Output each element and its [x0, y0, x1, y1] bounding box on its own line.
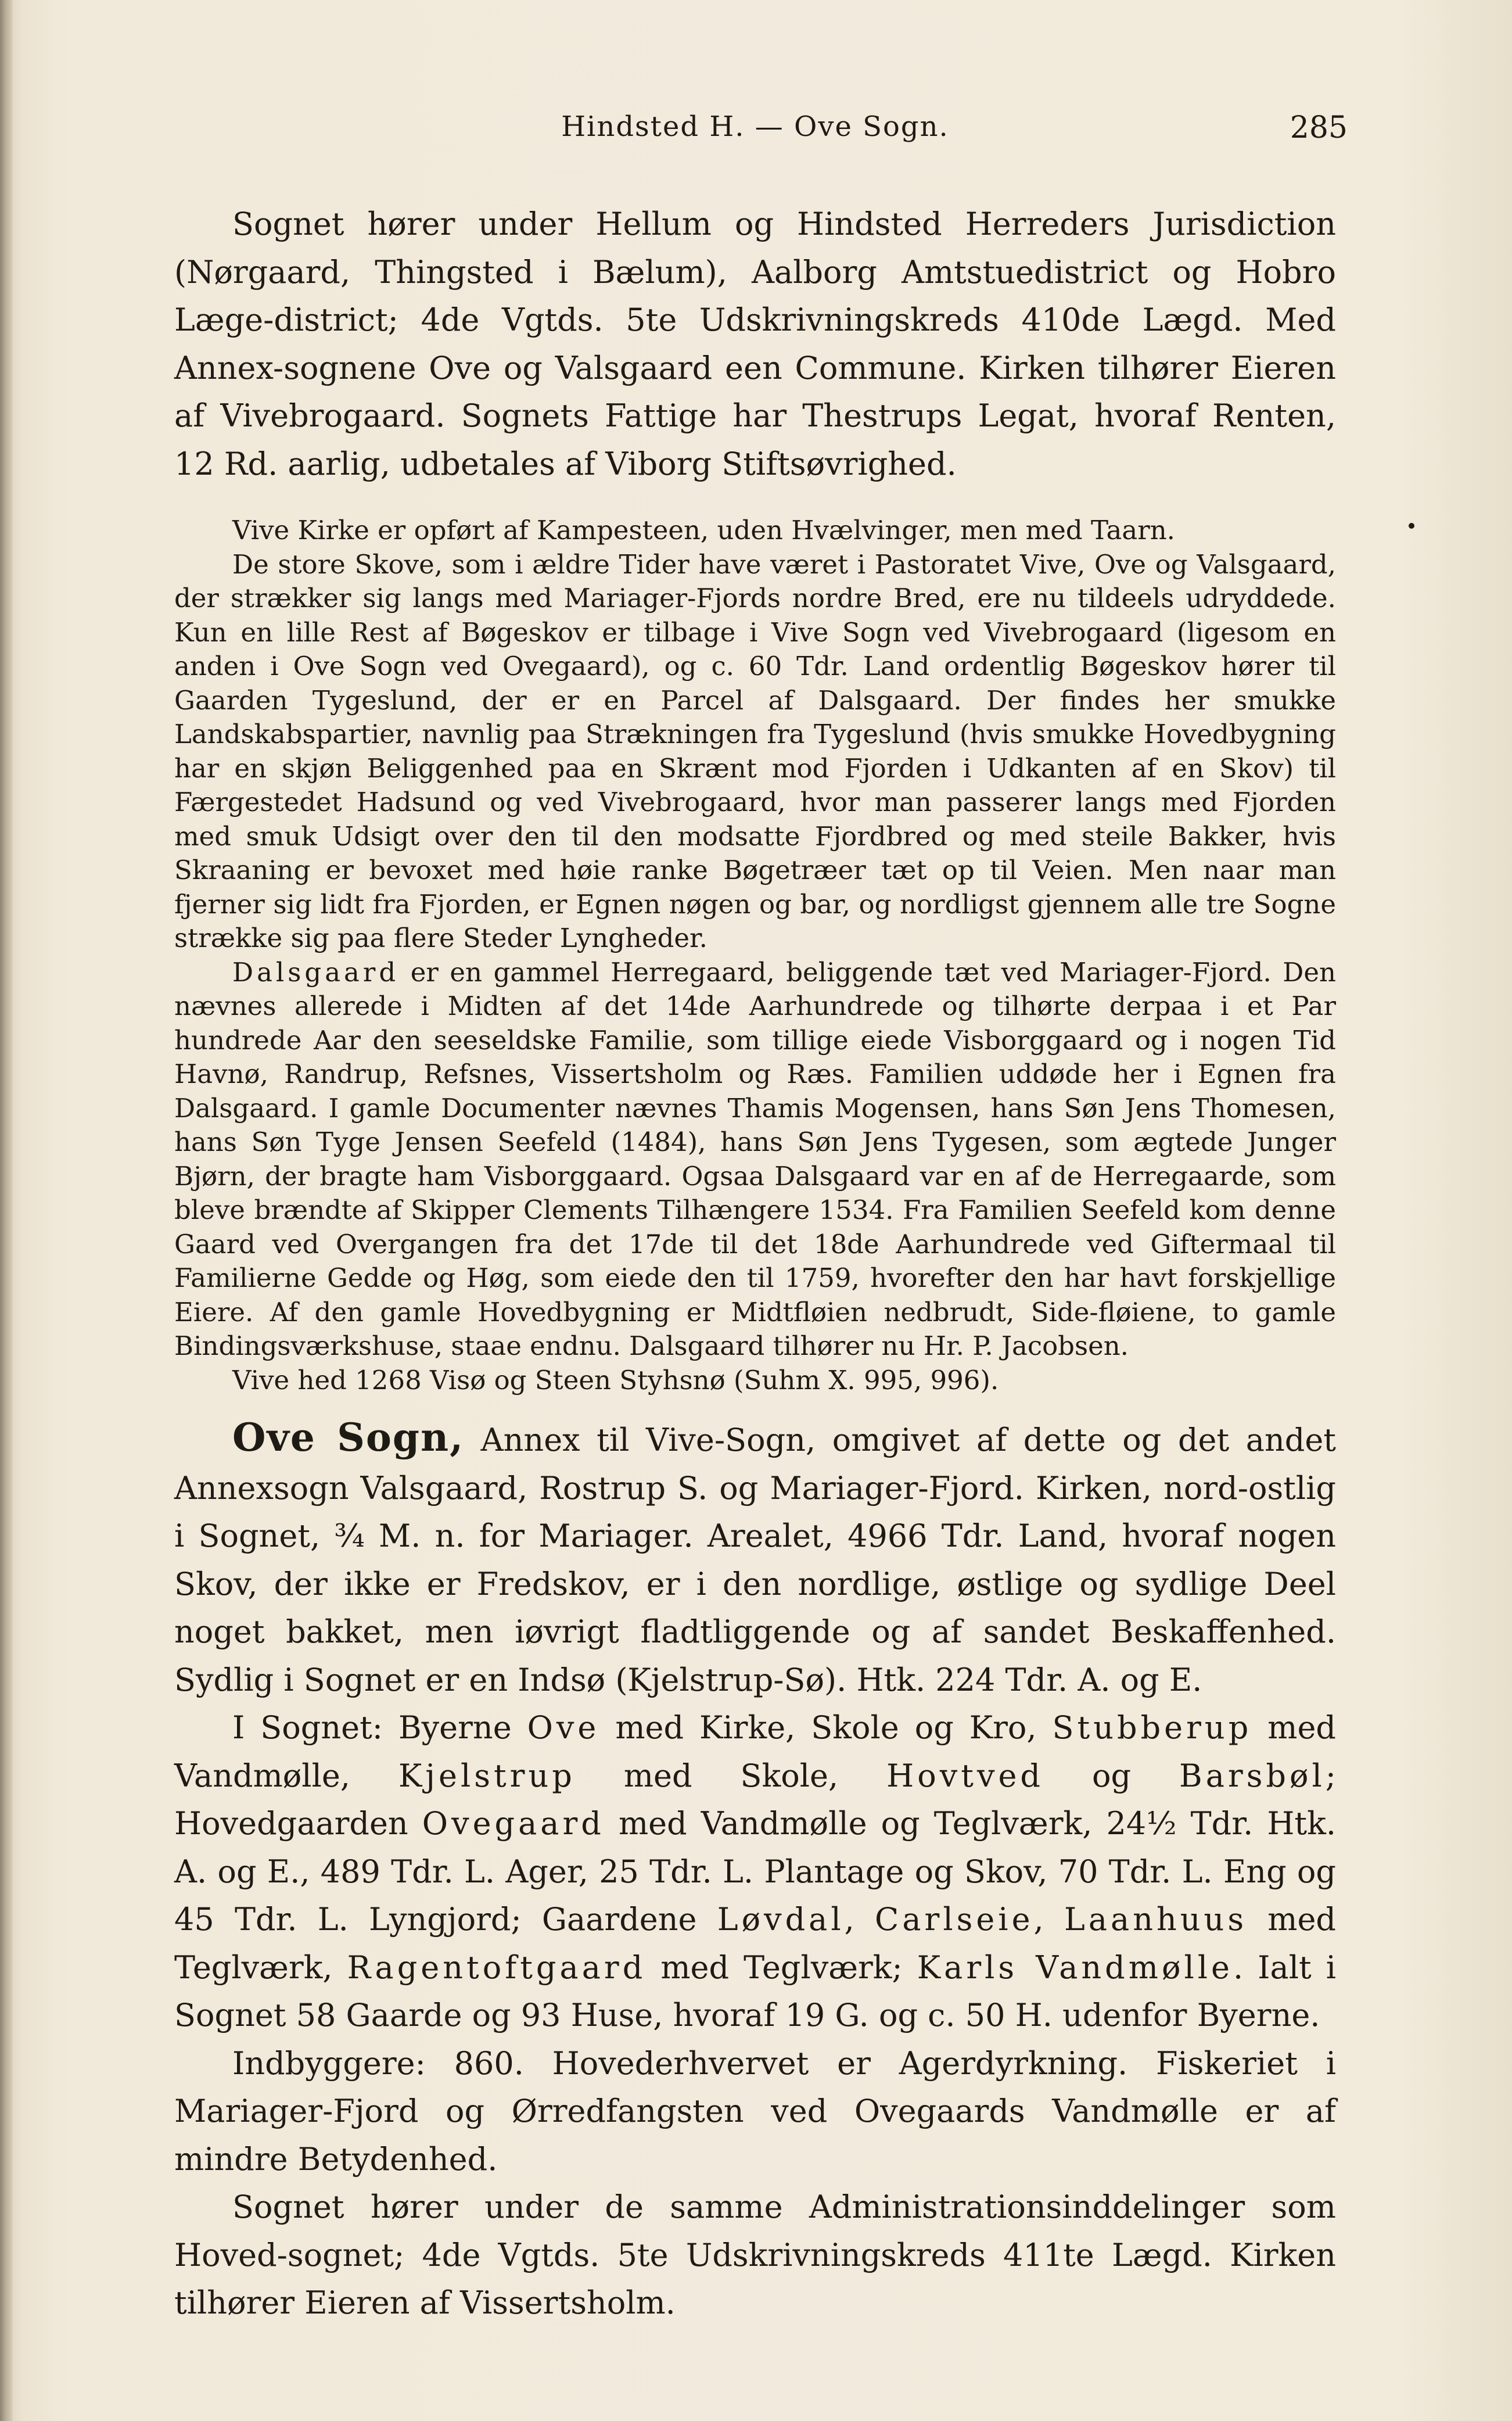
village-kjelstrup: Kjelstrup	[398, 1757, 576, 1794]
villages-text-b: med Kirke, Skole og Kro,	[599, 1709, 1053, 1746]
village-barsbol: Barsbøl	[1179, 1757, 1326, 1794]
paragraph-jurisdiction: Sognet hører under Hellum og Hindsted Herreders Jurisdiction (Nørgaard, Thingsted i Bælum), Aalborg Amtstuedistrict og Hobro Læge-district; 4de Vgtds. 5te Udskrivningskreds 410de Lægd. Med Annex-sognene Ove og Valsgaard een Commune. Kirken tilhører Eieren af Vivebrogaard. Sognets Fattige har Thestrups Legat, hvoraf Renten, 12 Rd. aarlig, udbetales af Viborg Stiftsøvrighed.	[174, 206, 1336, 482]
paragraph-villages	[174, 1704, 1336, 2040]
ink-speck	[1409, 523, 1414, 529]
dalsgaard-heading: Dalsgaard	[232, 956, 400, 988]
page-body	[174, 200, 1336, 2327]
villages-text-g: med Vandmølle og Teglværk, 24½ Tdr. Htk. A. og E., 489 Tdr. L. Ager, 25 Tdr. L. Plantage og Skov, 70 Tdr. L. Eng og 45 Tdr. L. Lyngjord; Gaardene	[174, 1805, 1337, 1938]
ove-sogn-heading: Ove Sogn,	[232, 1415, 465, 1460]
farm-carlseie: Carlseie	[875, 1901, 1034, 1938]
paragraph-vive-name: Vive hed 1268 Visø og Steen Styhsnø (Suhm X. 995, 996).	[232, 1364, 999, 1396]
running-head	[174, 110, 1348, 151]
manor-ovegaard: Ovegaard	[422, 1805, 605, 1842]
running-title: Hindsted H. — Ove Sogn.	[561, 110, 949, 143]
villages-text-f: ; Hovedgaarden	[174, 1757, 1336, 1842]
paragraph-church: Vive Kirke er opført af Kampesteen, uden Hvælvinger, men med Taarn.	[232, 515, 1175, 546]
book-spine-shadow	[0, 0, 13, 2421]
dalsgaard-text: er en gammel Herregaard, beliggende tæt ved Mariager-Fjord. Den nævnes allerede i Midten af det 14de Aarhundrede og tilhørte derpaa i et Par hundrede Aar den seeseldske Familie, som tillige eiede Visborggaard og i nogen Tid Havnø, Randrup, Refsnes, Vissertsholm og Ræs. Familien uddøde her i Egnen fra Dalsgaard. I gamle Documenter nævnes Thamis Mogensen, hans Søn Jens Thomesen, hans Søn Tyge Jensen Seefeld (1484), hans Søn Jens Tygesen, som ægtede Junger Bjørn, der bragte ham Visborggaard. Ogsaa Dalsgaard var en af de Herregaarde, som bleve brændte af Skipper Clements Tilhængere 1534. Fra Familien Seefeld kom denne Gaard ved Overgangen fra det 17de til det 18de Aarhundrede ved Giftermaal til Familierne Gedde og Høg, som eiede den til 1759, hvorefter den har havt forskjellige Eiere. Af den gamle Hovedbygning er Midtfløien nedbrudt, Side-fløiene, to gamle Bindingsværkshuse, staae endnu. Dalsgaard tilhører nu Hr. P. Jacobsen.	[174, 956, 1336, 1361]
village-hovtved: Hovtved	[886, 1757, 1044, 1794]
paragraph-forests: De store Skove, som i ældre Tider have været i Pastoratet Vive, Ove og Valsgaard, der strækker sig langs med Mariager-Fjords nordre Bred, ere nu tildeels udryddede. Kun en lille Rest af Bøgeskov er tilbage i Vive Sogn ved Vivebrogaard (ligesom en anden i Ove Sogn ved Ovegaard), og c. 60 Tdr. Land ordentlig Bøgeskov hører til Gaarden Tygeslund, der er en Parcel af Dalsgaard. Der findes her smukke Landskabspartier, navnlig paa Strækningen fra Tygeslund (hvis smukke Hovedbygning har en skjøn Beliggenhed paa en Skrænt mod Fjorden i Udkanten af en Skov) til Færgestedet Hadsund og ved Vivebrogaard, hvor man passerer langs med Fjorden med smuk Udsigt over den til den modsatte Fjordbred og med steile Bakker, hvis Skraaning er bevoxet med høie ranke Bøgetræer tæt op til Veien. Men naar man fjerner sig lidt fra Fjorden, er Egnen nøgen og bar, og nordligst gjennem alle tre Sogne strække sig paa flere Steder Lyngheder.	[174, 548, 1336, 953]
farm-ragentoftgaard: Ragentoftgaard	[347, 1949, 647, 1986]
farm-laanhuus: Laanhuus	[1064, 1901, 1248, 1938]
villages-text-c: med Vandmølle,	[174, 1709, 1336, 1794]
farm-lovdal: Løvdal	[717, 1901, 845, 1938]
page-number: 285	[1290, 110, 1348, 145]
paragraph-administration: Sognet hører under de samme Administrationsinddelinger som Hoved-sognet; 4de Vgtds. 5te Udskrivningskreds 411te Lægd. Kirken tilhører Eieren af Vissertsholm.	[174, 2189, 1336, 2321]
paragraph-inhabitants: Indbyggere: 860. Hovederhvervet er Agerdyrkning. Fiskeriet i Mariager-Fjord og Ørredfangsten ved Ovegaards Vandmølle er af mindre Betydenhed.	[174, 2045, 1336, 2178]
village-stubberup: Stubberup	[1052, 1709, 1252, 1746]
paragraph-ove-sogn	[174, 1414, 1336, 1704]
village-ove: Ove	[527, 1709, 600, 1746]
villages-text-j: med Teglværk,	[174, 1901, 1336, 1986]
villages-text-k: med Teglværk;	[646, 1949, 917, 1986]
villages-text-l: . Ialt i Sognet 58 Gaarde og 93 Huse, hvoraf 19 G. og c. 50 H. udenfor Byerne.	[174, 1949, 1337, 2033]
paragraph-dalsgaard	[174, 956, 1336, 1364]
villages-text-i: ,	[1033, 1901, 1064, 1938]
villages-text-h: ,	[844, 1901, 875, 1938]
villages-text-e: og	[1043, 1757, 1180, 1794]
villages-text-d: med Skole,	[575, 1757, 887, 1794]
farm-karls-vandmolle: Karls Vandmølle	[917, 1949, 1233, 1986]
ove-sogn-text: Annex til Vive-Sogn, omgivet af dette og det andet Annexsogn Valsgaard, Rostrup S. og Mariager-Fjord. Kirken, nord-ostlig i Sognet, ¾ M. n. for Mariager. Arealet, 4966 Tdr. Land, hvoraf nogen Skov, der ikke er Fredskov, er i den nordlige, østlige og sydlige Deel noget bakket, men iøvrigt fladtliggende og af sandet Beskaffenhed. Sydlig i Sognet er en Indsø (Kjelstrup-Sø). Htk. 224 Tdr. A. og E.	[174, 1422, 1336, 1698]
villages-text-a: I Sognet: Byerne	[232, 1709, 527, 1746]
